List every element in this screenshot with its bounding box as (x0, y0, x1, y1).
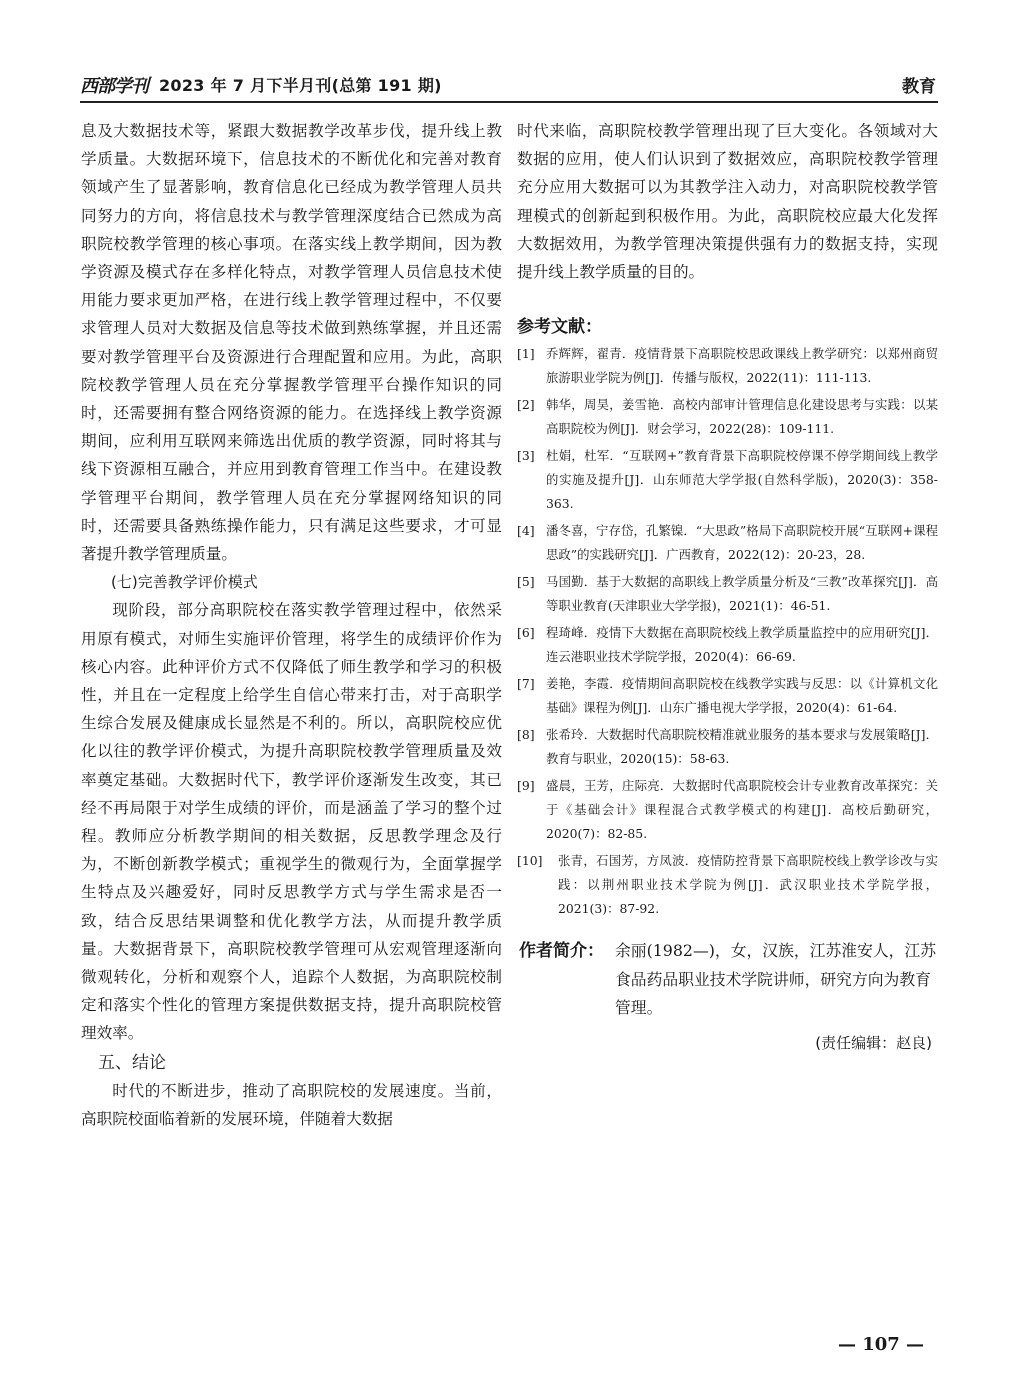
page-number: — 107 — (837, 1334, 925, 1355)
reference-item (517, 621, 938, 669)
references-title: 参考文献： (517, 317, 602, 338)
reference-number: [5] (517, 574, 535, 590)
body-paragraph: 时代的不断进步，推动了高职院校的发展速度。当前，高职院校面临着新的发展环境，伴随着大数据 (81, 1081, 502, 1128)
reference-number: [8] (517, 727, 535, 743)
reference-item (517, 342, 938, 390)
subsection-heading: (七)完善教学评价模式 (111, 573, 258, 592)
reference-text: 马国勤．基于大数据的高职线上教学质量分析及“三教”改革探究[J]．高等职业教育(天津职业大学学报)，2021(1)：46-51. (546, 574, 938, 614)
reference-number: [10] (517, 853, 543, 869)
reference-text: 程琦峰．疫情下大数据在高职院校线上教学质量监控中的应用研究[J]．连云港职业技术学院学报，2020(4)：66-69. (546, 625, 938, 665)
reference-text: 盛晨，王芳，庄际亮．大数据时代高职院校会计专业教育改革探究：关于《基础会计》课程混合式教学模式的构建[J]．高校后勤研究，2020(7)：82-85. (546, 778, 938, 842)
body-paragraph: 息及大数据技术等，紧跟大数据教学改革步伐，提升线上教学质量。大数据环境下，信息技术的不断优化和完善对教育领域产生了显著影响，教育信息化已经成为教学管理人员共同努力的方向，将信息技术与教学管理深度结合已然成为高职院校教学管理的核心事项。在落实线上教学期间，因为教学资源及模式存在多样化特点，对教学管理人员信息技术使用能力要求更加严格，在进行线上教学管理过程中，不仅要求管理人员对大数据及信息等技术做到熟练掌握，并且还需要对教学管理平台及资源进行合理配置和应用。为此，高职院校教学管理人员在充分掌握教学管理平台操作知识的同时，还需要拥有整合网络资源的能力。在选择线上教学资源期间，应利用互联网来筛选出优质的教学资源，同时将其与线下资源相互融合，并应用到教育管理工作当中。在建设教学管理平台期间，教学管理人员在充分掌握网络知识的同时，还需要具备熟练操作能力，只有满足这些要求，才可显著提升教学管理质量。 (81, 122, 502, 564)
header-rule (80, 101, 938, 103)
section-heading: 五、结论 (98, 1052, 166, 1073)
reference-text: 张青，石国芳，方凤波．疫情防控背景下高职院校线上教学诊改与实践：以荆州职业技术学院为例[J]．武汉职业技术学院学报，2021(3)：87-92. (558, 853, 938, 917)
reference-item (517, 849, 938, 921)
reference-item (517, 393, 938, 441)
left-column (81, 117, 502, 1133)
body-paragraph: 时代来临，高职院校教学管理出现了巨大变化。各领域对大数据的应用，使人们认识到了数据效应，高职院校教学管理充分应用大数据可以为其教学注入动力，对高职院校教学管理模式的创新起到积极作用。为此，高职院校应最大化发挥大数据效用，为教学管理决策提供强有力的数据支持，实现提升线上教学质量的目的。 (517, 122, 938, 282)
reference-item (517, 774, 938, 846)
reference-number: [6] (517, 625, 535, 641)
author-bio (517, 937, 938, 1023)
body-paragraph: 现阶段，部分高职院校在落实教学管理过程中，依然采用原有模式，对师生实施评价管理，将学生的成绩评价作为核心内容。此种评价方式不仅降低了师生教学和学习的积极性，并且在一定程度上给学生自信心带来打击，对于高职学生综合发展及健康成长显然是不利的。所以，高职院校应优化以往的教学评价模式，为提升高职院校教学管理质量及效率奠定基础。大数据时代下，教学评价逐渐发生改变，其已经不再局限于对学生成绩的评价，而是涵盖了学习的整个过程。教师应分析教学期间的相关数据，反思教学理念及行为，不断创新教学模式；重视学生的微观行为，全面掌握学生特点及兴趣爱好，同时反思教学方式与学生需求是否一致，结合反思结果调整和优化教学方法，从而提升教学质量。大数据背景下，高职院校教学管理可从宏观管理逐渐向微观转化，分析和观察个人，追踪个人数据，为高职院校制定和落实个性化的管理方案提供数据支持，提升高职院校管理效率。 (81, 601, 502, 1043)
reference-number: [2] (517, 397, 535, 413)
reference-item (517, 672, 938, 720)
reference-number: [4] (517, 523, 535, 539)
reference-list (517, 342, 938, 921)
right-column (517, 117, 938, 1057)
reference-text: 杜娟，杜军．“互联网+”教育背景下高职院校停课不停学期间线上教学的实施及提升[J]．山东师范大学学报(自然科学版)，2020(3)：358-363. (546, 448, 938, 512)
reference-text: 韩华，周昊，姜雪艳．高校内部审计管理信息化建设思考与实践：以某高职院校为例[J]．财会学习，2022(28)：109-111. (546, 397, 938, 437)
author-text: 余丽(1982—)，女，汉族，江苏淮安人，江苏食品药品职业技术学院讲师，研究方向为教育管理。 (615, 941, 937, 1018)
reference-item (517, 723, 938, 771)
reference-text: 潘冬喜，宁存岱，孔繁镍．“大思政”格局下高职院校开展“互联网+课程思政”的实践研究[J]．广西教育，2022(12)：20-23，28. (546, 523, 938, 563)
reference-text: 张希玲．大数据时代高职院校精准就业服务的基本要求与发展策略[J]．教育与职业，2020(15)：58-63. (546, 727, 938, 767)
reference-text: 乔辉辉，翟青．疫情背景下高职院校思政课线上教学研究：以郑州商贸旅游职业学院为例[J]．传播与版权，2022(11)：111-113. (546, 346, 938, 386)
reference-item (517, 519, 938, 567)
journal-logo: 西部学刊 (80, 76, 148, 97)
reference-number: [3] (517, 448, 535, 464)
author-label: 作者简介： (519, 941, 604, 962)
section-name: 教育 (902, 77, 936, 97)
reference-text: 姜艳，李霞．疫情期间高职院校在线教学实践与反思：以《计算机文化基础》课程为例[J]．山东广播电视大学学报，2020(4)：61-64. (546, 676, 938, 716)
reference-number: [7] (517, 676, 535, 692)
reference-item (517, 444, 938, 516)
editor-note: (责任编辑：赵良) (815, 1033, 932, 1052)
reference-number: [9] (517, 778, 535, 794)
running-header (80, 72, 938, 98)
reference-item (517, 570, 938, 618)
reference-number: [1] (517, 346, 535, 362)
issue-info: 2023 年 7 月下半月刊(总第 191 期) (159, 76, 442, 95)
